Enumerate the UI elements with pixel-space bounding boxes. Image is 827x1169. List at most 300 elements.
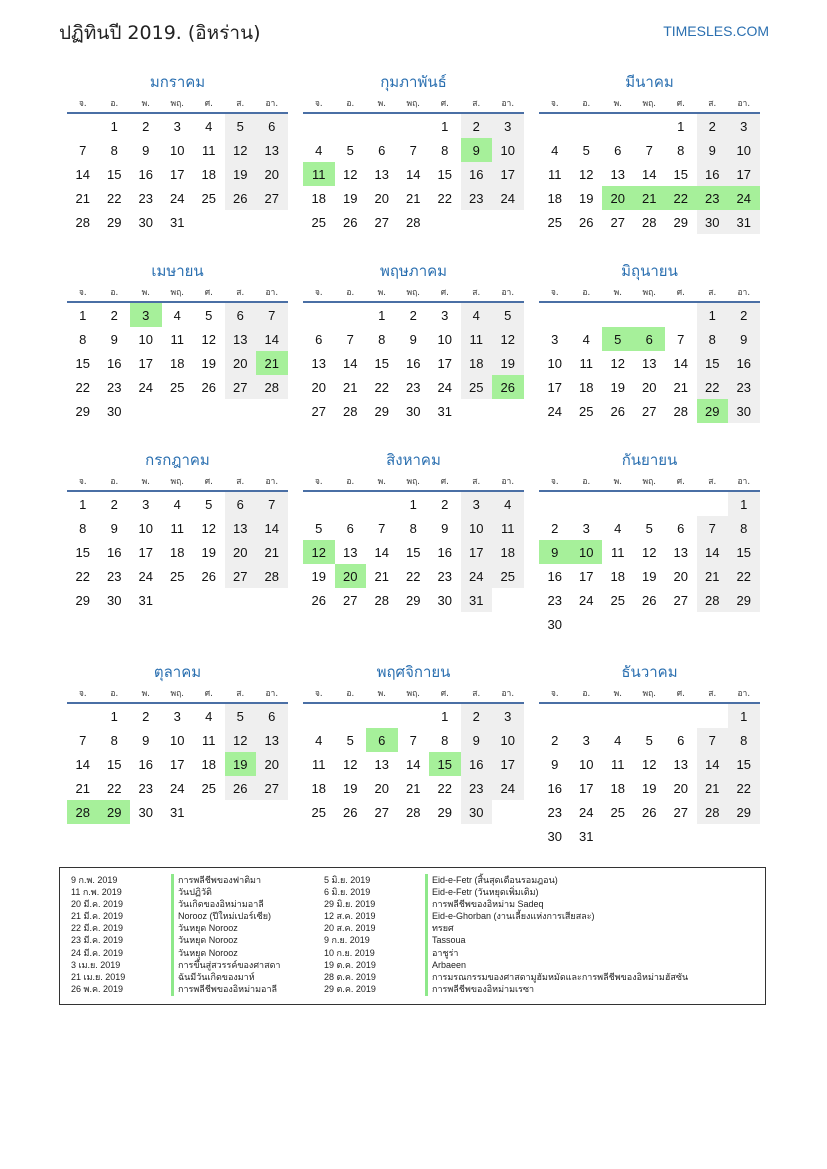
day-cell: 6 [378,142,386,158]
holiday-date: 21 มี.ค. 2019 [71,911,123,922]
day-cell: 30 [728,399,760,423]
day-cell: 3 [582,520,590,536]
day-cell: 2 [551,520,559,536]
day-cell: 2 [551,732,559,748]
holiday-name: Eid-e-Fetr (สิ้นสุดเดือนรอมฎอน) [432,875,558,885]
month-title: กรกฎาคม [145,451,210,469]
day-cell: 15 [728,540,760,564]
day-grid [67,303,288,423]
day-cell: 16 [107,544,122,560]
weekday-label: อ. [582,99,591,109]
day-cell: 26 [343,804,358,820]
day-cell: 31 [170,214,185,230]
day-cell: 7 [256,492,288,516]
day-cell: 28 [697,800,729,824]
day-cell: 5 [205,307,213,323]
day-cell: 3 [461,492,493,516]
day-cell: 21 [374,568,389,584]
day-cell: 19 [225,162,257,186]
day-cell: 1 [79,496,87,512]
day-cell: 10 [579,756,594,772]
holiday-date: 9 ก.พ. 2019 [71,875,118,885]
day-cell: 27 [256,186,288,210]
weekday-label: ศ. [676,477,685,487]
day-cell: 23 [406,379,421,395]
day-cell: 1 [441,708,449,724]
day-cell: 30 [107,592,122,608]
holiday-date: 21 เม.ย. 2019 [71,971,126,982]
holiday-name: การพลีชีพของฟาติมา [178,875,262,885]
holiday-date: 29 ต.ค. 2019 [324,983,376,994]
day-cell: 14 [256,327,288,351]
empty-cell [539,303,571,327]
day-cell: 19 [642,780,657,796]
month-block [67,662,288,824]
day-cell: 22 [75,568,90,584]
day-cell: 17 [170,166,185,182]
holiday-notes-box [59,867,766,1005]
day-cell: 8 [441,142,449,158]
day-cell: 21 [406,190,421,206]
day-cell: 6 [225,303,257,327]
day-cell: 20 [225,351,257,375]
day-cell: 25 [610,592,625,608]
day-cell: 22 [697,375,729,399]
weekday-label: อา. [737,99,751,109]
day-cell: 6 [315,331,323,347]
brand-link[interactable]: TIMESLES.COM [663,23,769,39]
day-cell: 13 [225,327,257,351]
holiday-day-cell: 9 [461,138,493,162]
day-grid [539,303,760,423]
day-cell: 5 [492,303,524,327]
day-cell: 27 [311,403,326,419]
holiday-day-cell: 29 [99,800,131,824]
day-cell: 22 [107,190,122,206]
day-cell: 11 [548,166,562,182]
weekday-label: จ. [550,689,559,699]
day-cell: 13 [673,756,688,772]
weekday-label: จ. [314,689,323,699]
day-cell: 3 [492,704,524,728]
day-cell: 9 [409,331,417,347]
empty-cell [571,704,603,728]
day-cell: 22 [107,780,122,796]
month-block [303,450,524,612]
weekday-label: อ. [346,99,355,109]
weekday-label: พ. [613,689,622,699]
notes-left-dates [71,874,125,995]
day-grid [539,114,760,234]
day-cell: 20 [673,568,688,584]
day-cell: 26 [610,403,625,419]
day-cell: 23 [461,776,493,800]
day-cell: 20 [311,379,326,395]
weekday-label: อา. [737,689,751,699]
day-cell: 28 [697,588,729,612]
weekday-label: พฤ. [406,288,420,298]
weekday-label: อ. [582,477,591,487]
holiday-name: Eid-e-Fetr (วันหยุดเพิ่มเติม) [432,887,539,898]
day-cell: 22 [437,190,452,206]
month-title: ธันวาคม [621,663,678,681]
day-cell: 3 [551,331,559,347]
holiday-date: 12 ส.ค. 2019 [324,911,376,922]
day-cell: 21 [256,540,288,564]
day-cell: 18 [579,379,594,395]
empty-cell [335,492,367,516]
holiday-date: 19 ต.ค. 2019 [324,959,376,970]
weekday-label: ศ. [676,99,685,109]
day-cell: 24 [492,186,524,210]
day-cell: 30 [107,403,122,419]
weekday-label: พฤ. [170,477,184,487]
holiday-name: วันหยุด Norooz [178,947,238,958]
day-cell: 25 [461,375,493,399]
day-cell: 29 [673,214,688,230]
day-cell: 15 [697,351,729,375]
day-cell: 5 [346,732,354,748]
holiday-day-cell: 29 [697,399,729,423]
weekday-label: อา. [501,99,515,109]
day-cell: 30 [406,403,421,419]
day-cell: 3 [582,732,590,748]
day-cell: 28 [642,214,657,230]
day-cell: 17 [138,544,153,560]
empty-cell [634,114,666,138]
month-title: พฤศจิกายน [376,663,451,681]
day-cell: 10 [170,732,185,748]
day-cell: 10 [461,516,493,540]
day-cell: 16 [547,568,562,584]
day-cell: 7 [409,142,417,158]
day-cell: 18 [201,166,216,182]
day-cell: 17 [461,540,493,564]
weekday-label: พ. [613,99,622,109]
weekday-label: พฤ. [170,689,184,699]
weekday-label: พฤ. [642,99,656,109]
day-cell: 27 [374,214,389,230]
day-cell: 1 [378,307,386,323]
day-cell: 16 [138,756,153,772]
day-cell: 4 [315,142,323,158]
month-title: กันยายน [621,451,678,469]
day-cell: 27 [256,776,288,800]
day-cell: 23 [107,379,122,395]
holiday-day-cell: 12 [303,540,335,564]
day-cell: 29 [107,214,122,230]
day-cell: 1 [409,496,417,512]
day-cell: 14 [697,540,729,564]
weekday-label: พ. [141,477,150,487]
day-cell: 28 [75,214,90,230]
weekday-label: จ. [78,689,87,699]
empty-cell [571,492,603,516]
day-cell: 19 [610,379,625,395]
day-cell: 11 [492,516,524,540]
day-cell: 5 [225,114,257,138]
month-block [539,261,760,423]
holiday-day-cell: 20 [335,564,367,588]
day-cell: 31 [170,804,185,820]
month-title: มีนาคม [625,73,674,91]
empty-cell [634,303,666,327]
day-cell: 17 [728,162,760,186]
holiday-date: 26 พ.ค. 2019 [71,983,123,994]
day-cell: 13 [673,544,688,560]
day-cell: 30 [697,210,729,234]
weekday-label: พ. [377,689,386,699]
day-cell: 17 [138,355,153,371]
holiday-date: 9 ก.ย. 2019 [324,935,370,946]
day-cell: 12 [492,327,524,351]
day-cell: 26 [311,592,326,608]
day-cell: 9 [142,732,150,748]
holiday-day-cell: 22 [665,186,697,210]
holiday-day-cell: 3 [130,303,162,327]
day-cell: 21 [75,190,90,206]
day-cell: 8 [79,520,87,536]
day-cell: 10 [138,331,153,347]
day-cell: 18 [461,351,493,375]
day-cell: 5 [645,732,653,748]
weekday-label: ส. [236,689,245,699]
day-cell: 2 [142,708,150,724]
empty-cell [67,704,99,728]
day-cell: 17 [579,780,594,796]
day-cell: 24 [170,780,185,796]
day-cell: 4 [582,331,590,347]
day-cell: 14 [343,355,358,371]
weekday-label: อา. [265,99,279,109]
day-cell: 23 [107,568,122,584]
day-cell: 8 [110,732,118,748]
weekday-label: อ. [346,689,355,699]
month-block [67,261,288,423]
holiday-day-cell: 28 [67,800,99,824]
weekday-header [539,474,760,490]
month-title: ตุลาคม [153,663,202,681]
weekday-label: อา. [265,689,279,699]
day-cell: 25 [311,214,326,230]
month-block [67,450,288,612]
holiday-day-cell: 5 [602,327,634,351]
day-cell: 2 [142,118,150,134]
day-cell: 21 [406,780,421,796]
day-cell: 15 [107,756,122,772]
day-cell: 5 [645,520,653,536]
day-cell: 16 [461,752,493,776]
day-cell: 24 [437,379,452,395]
day-cell: 9 [728,327,760,351]
day-cell: 15 [75,544,90,560]
month-block [67,72,288,234]
holiday-day-cell: 11 [303,162,335,186]
holiday-day-cell: 10 [571,540,603,564]
holiday-name: Tassoua [432,935,466,946]
day-cell: 25 [170,379,185,395]
empty-cell [634,704,666,728]
holiday-name: การมรณกรรมของศาสดามูฮัมหมัดและการพลีชีพของอิหม่ามฮัสซัน [432,971,689,982]
day-cell: 5 [205,496,213,512]
day-cell: 29 [437,804,452,820]
day-cell: 16 [437,544,452,560]
day-cell: 20 [225,540,257,564]
day-cell: 14 [406,756,421,772]
day-cell: 5 [225,704,257,728]
weekday-label: จ. [550,477,559,487]
day-cell: 12 [642,544,657,560]
day-cell: 3 [492,114,524,138]
day-cell: 1 [728,492,760,516]
month-title: กุมภาพันธ์ [380,73,447,91]
day-cell: 29 [728,588,760,612]
day-cell: 28 [256,564,288,588]
holiday-day-cell: 15 [429,752,461,776]
day-grid [303,492,524,612]
empty-cell [303,704,335,728]
day-grid [303,114,524,234]
day-cell: 16 [697,162,729,186]
day-cell: 19 [579,190,594,206]
day-cell: 22 [374,379,389,395]
day-cell: 14 [673,355,688,371]
empty-cell [665,492,697,516]
day-cell: 3 [728,114,760,138]
day-cell: 19 [311,568,326,584]
holiday-day-cell: 6 [634,327,666,351]
empty-cell [634,492,666,516]
weekday-label: อ. [582,689,591,699]
day-cell: 4 [173,307,181,323]
day-cell: 30 [461,800,493,824]
holiday-date: 23 มี.ค. 2019 [71,935,123,946]
day-cell: 29 [75,403,90,419]
holiday-name: การพลีชีพของอิหม่ามอาลี [178,983,278,994]
day-cell: 20 [374,190,389,206]
holiday-date: 24 มี.ค. 2019 [71,947,123,958]
empty-cell [366,492,398,516]
holiday-name: ฉันมีวันเกิดของมาห์ [178,971,255,982]
day-cell: 7 [697,728,729,752]
day-cell: 25 [610,804,625,820]
weekday-label: ศ. [440,477,449,487]
day-cell: 29 [374,403,389,419]
day-cell: 20 [256,752,288,776]
holiday-name: วันปฏิวัติ [178,887,212,898]
day-cell: 12 [579,166,594,182]
day-cell: 10 [170,142,185,158]
day-cell: 21 [343,379,358,395]
day-cell: 11 [611,756,625,772]
empty-cell [602,114,634,138]
weekday-label: พฤ. [170,288,184,298]
day-cell: 17 [579,568,594,584]
holiday-name: การขึ้นสู่สวรรค์ของศาสดา [178,959,281,970]
day-cell: 22 [75,379,90,395]
day-cell: 4 [205,708,213,724]
day-cell: 18 [547,190,562,206]
day-cell: 25 [311,804,326,820]
day-cell: 14 [256,516,288,540]
weekday-label: พ. [141,288,150,298]
weekday-label: พฤ. [170,99,184,109]
weekday-label: จ. [314,288,323,298]
day-cell: 16 [461,162,493,186]
day-cell: 17 [492,162,524,186]
weekday-label: จ. [314,477,323,487]
day-cell: 21 [673,379,688,395]
empty-cell [335,704,367,728]
day-cell: 23 [547,804,562,820]
weekday-label: พ. [377,99,386,109]
day-cell: 16 [107,355,122,371]
weekday-label: อา. [501,288,515,298]
empty-cell [398,114,430,138]
day-cell: 15 [406,544,421,560]
day-cell: 5 [346,142,354,158]
day-cell: 12 [343,756,358,772]
empty-cell [697,704,729,728]
day-cell: 8 [378,331,386,347]
day-cell: 25 [492,564,524,588]
weekday-header [67,96,288,112]
day-cell: 12 [201,331,216,347]
day-cell: 7 [697,516,729,540]
weekday-label: พ. [613,477,622,487]
day-cell: 8 [728,728,760,752]
day-cell: 17 [547,379,562,395]
weekday-label: อ. [346,288,355,298]
day-cell: 23 [547,592,562,608]
weekday-label: ศ. [676,689,685,699]
day-cell: 14 [75,756,90,772]
weekday-label: พฤ. [642,689,656,699]
day-cell: 1 [441,118,449,134]
weekday-label: พ. [141,689,150,699]
weekday-label: อ. [110,99,119,109]
day-cell: 3 [173,118,181,134]
holiday-day-cell: 23 [697,186,729,210]
weekday-label: อา. [265,477,279,487]
weekday-label: ส. [472,689,481,699]
day-cell: 6 [256,704,288,728]
weekday-label: อา. [737,288,751,298]
weekday-label: อา. [265,288,279,298]
weekday-label: ส. [472,288,481,298]
day-cell: 14 [406,166,421,182]
day-cell: 27 [610,214,625,230]
day-cell: 13 [256,728,288,752]
day-cell: 24 [579,592,594,608]
day-cell: 19 [343,190,358,206]
day-cell: 4 [492,492,524,516]
day-cell: 26 [201,568,216,584]
day-cell: 24 [579,804,594,820]
day-grid [539,492,760,636]
empty-cell [539,114,571,138]
holiday-date: 20 ส.ค. 2019 [324,923,376,934]
day-cell: 4 [315,732,323,748]
holiday-day-cell: 9 [539,540,571,564]
day-cell: 2 [110,307,118,323]
day-cell: 1 [677,118,685,134]
day-cell: 31 [138,592,153,608]
day-cell: 18 [170,544,185,560]
day-cell: 24 [138,568,153,584]
weekday-label: ส. [708,99,717,109]
holiday-date: 3 เม.ย. 2019 [71,959,121,970]
